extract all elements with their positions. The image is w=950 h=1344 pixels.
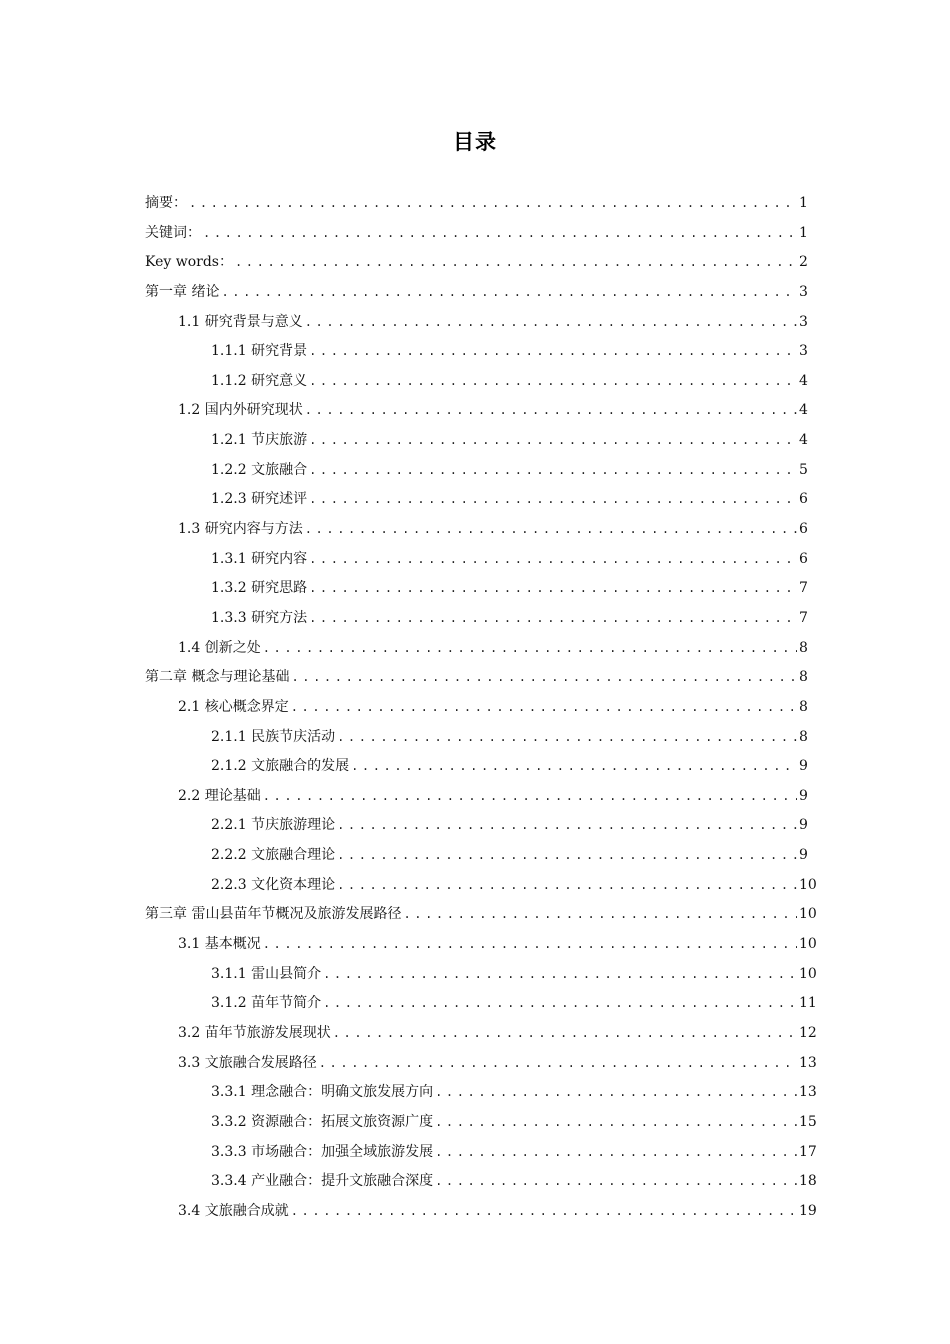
toc-entry-label: 1.1.2 研究意义 — [211, 372, 308, 389]
toc-entry-label: 第二章 概念与理论基础 — [145, 669, 290, 686]
table-of-contents — [145, 193, 817, 1230]
toc-entry[interactable] — [145, 904, 817, 934]
dot-leader — [305, 312, 797, 332]
toc-entry-label: 3.3.1 理念融合：明确文旅发展方向 — [211, 1084, 434, 1101]
dot-leader — [189, 193, 797, 213]
dot-leader — [263, 786, 797, 806]
toc-entry-page-number: 1 — [799, 195, 808, 211]
toc-entry-label: 3.1.2 苗年节简介 — [211, 995, 322, 1012]
toc-entry[interactable] — [145, 815, 807, 845]
toc-entry-label: 第一章 绪论 — [145, 283, 220, 300]
toc-entry-page-number: 10 — [799, 936, 817, 953]
toc-entry-page-number: 11 — [799, 995, 817, 1012]
toc-entry-page-number: 5 — [799, 461, 808, 478]
toc-entry[interactable] — [145, 1201, 817, 1231]
dot-leader — [291, 1201, 797, 1221]
toc-entry-label: 3.4 文旅融合成就 — [178, 1202, 289, 1219]
dot-leader — [435, 1112, 797, 1132]
dot-leader — [337, 845, 797, 865]
dot-leader — [305, 519, 797, 539]
dot-leader — [337, 875, 797, 895]
toc-entry[interactable] — [145, 638, 807, 668]
dot-leader — [309, 430, 797, 450]
toc-entry[interactable] — [145, 578, 807, 608]
toc-entry[interactable] — [145, 1053, 817, 1083]
toc-entry[interactable] — [145, 697, 807, 727]
dot-leader — [435, 1082, 797, 1102]
dot-leader — [291, 697, 797, 717]
toc-entry-page-number: 3 — [799, 343, 808, 360]
toc-entry-label: 2.2.1 节庆旅游理论 — [211, 817, 336, 834]
toc-entry-label: 2.1.2 文旅融合的发展 — [211, 758, 350, 775]
toc-entry[interactable] — [145, 756, 807, 786]
toc-entry-label: 3.2 苗年节旅游发展现状 — [178, 1024, 331, 1041]
toc-entry[interactable] — [145, 667, 807, 697]
toc-entry-page-number: 19 — [799, 1202, 817, 1219]
toc-entry[interactable] — [145, 786, 807, 816]
toc-entry-page-number: 6 — [799, 491, 808, 508]
toc-entry-page-number: 3 — [799, 283, 808, 300]
dot-leader — [435, 1142, 797, 1162]
toc-entry-label: 1.1.1 研究背景 — [211, 343, 308, 360]
toc-entry-page-number: 8 — [799, 669, 808, 686]
dot-leader — [309, 341, 797, 361]
toc-entry[interactable] — [145, 549, 807, 579]
toc-entry-label: 3.3.2 资源融合：拓展文旅资源广度 — [211, 1113, 434, 1130]
toc-entry[interactable] — [145, 993, 817, 1023]
toc-entry[interactable] — [145, 1171, 817, 1201]
toc-entry[interactable] — [145, 934, 817, 964]
toc-entry-label: 2.2.2 文旅融合理论 — [211, 847, 336, 864]
toc-entry-page-number: 12 — [799, 1024, 817, 1041]
toc-entry-label: 3.3.4 产业融合：提升文旅融合深度 — [211, 1173, 434, 1190]
dot-leader — [333, 1023, 797, 1043]
toc-entry-label: 3.1 基本概况 — [178, 936, 261, 953]
toc-entry-label: 1.2 国内外研究现状 — [178, 402, 303, 419]
toc-entry-page-number: 15 — [799, 1113, 817, 1130]
toc-entry-label: 关键词： — [145, 224, 201, 241]
toc-entry[interactable] — [145, 1142, 817, 1172]
toc-entry-page-number: 7 — [799, 580, 808, 597]
toc-entry-label: 1.4 创新之处 — [178, 639, 261, 656]
toc-entry-label: 1.3.1 研究内容 — [211, 550, 308, 567]
toc-entry[interactable] — [145, 312, 807, 342]
toc-entry[interactable] — [145, 1112, 817, 1142]
toc-entry-label: 2.1.1 民族节庆活动 — [211, 728, 336, 745]
toc-entry-page-number: 9 — [799, 758, 808, 775]
toc-entry-label: 1.2.3 研究述评 — [211, 491, 308, 508]
dot-leader — [337, 815, 797, 835]
toc-entry[interactable] — [145, 964, 817, 994]
dot-leader — [309, 549, 797, 569]
toc-entry-page-number: 18 — [799, 1173, 817, 1190]
toc-entry[interactable] — [145, 252, 807, 282]
dot-leader — [351, 756, 797, 776]
toc-entry-page-number: 3 — [799, 313, 808, 330]
toc-entry-page-number: 8 — [799, 698, 808, 715]
toc-entry-page-number: 6 — [799, 550, 808, 567]
toc-entry[interactable] — [145, 223, 807, 253]
toc-entry[interactable] — [145, 193, 807, 223]
dot-leader — [323, 964, 797, 984]
toc-entry[interactable] — [145, 460, 807, 490]
dot-leader — [309, 608, 797, 628]
toc-entry-label: 3.1.1 雷山县简介 — [211, 965, 322, 982]
toc-entry-label: 1.3.3 研究方法 — [211, 609, 308, 626]
dot-leader — [309, 489, 797, 509]
dot-leader — [309, 371, 797, 391]
toc-entry[interactable] — [145, 489, 807, 519]
toc-entry-label: 摘要： — [145, 195, 187, 211]
toc-entry[interactable] — [145, 1023, 817, 1053]
toc-entry[interactable] — [145, 282, 807, 312]
toc-entry[interactable] — [145, 727, 807, 757]
toc-entry-label: 2.1 核心概念界定 — [178, 698, 289, 715]
toc-entry-page-number: 10 — [799, 876, 817, 893]
dot-leader — [291, 667, 797, 687]
toc-entry-page-number: 4 — [799, 402, 808, 419]
dot-leader — [309, 460, 797, 480]
dot-leader — [221, 282, 797, 302]
toc-entry-page-number: 9 — [799, 847, 808, 864]
dot-leader — [263, 638, 797, 658]
toc-entry-label: 1.3.2 研究思路 — [211, 580, 308, 597]
toc-entry[interactable] — [145, 341, 807, 371]
toc-entry-page-number: 1 — [799, 224, 808, 241]
page-title: 目录 — [453, 130, 497, 154]
toc-entry-label: Key words： — [145, 254, 233, 271]
toc-entry-label: 2.2 理论基础 — [178, 787, 261, 804]
toc-entry-page-number: 8 — [799, 639, 808, 656]
toc-entry-label: 3.3.3 市场融合：加强全域旅游发展 — [211, 1143, 434, 1160]
toc-entry-label: 3.3 文旅融合发展路径 — [178, 1054, 317, 1071]
toc-entry[interactable] — [145, 371, 807, 401]
toc-entry-label: 1.1 研究背景与意义 — [178, 313, 303, 330]
toc-entry-page-number: 6 — [799, 521, 808, 538]
dot-leader — [323, 993, 797, 1013]
toc-entry[interactable] — [145, 430, 807, 460]
toc-entry-page-number: 9 — [799, 787, 808, 804]
toc-entry[interactable] — [145, 1082, 817, 1112]
toc-entry[interactable] — [145, 519, 807, 549]
toc-entry-page-number: 7 — [799, 609, 808, 626]
toc-entry-page-number: 17 — [799, 1143, 817, 1160]
toc-entry-page-number: 9 — [799, 817, 808, 834]
toc-entry[interactable] — [145, 875, 817, 905]
toc-entry-label: 2.2.3 文化资本理论 — [211, 876, 336, 893]
dot-leader — [319, 1053, 797, 1073]
toc-entry-page-number: 2 — [799, 254, 808, 271]
toc-entry-label: 1.2.1 节庆旅游 — [211, 432, 308, 449]
toc-entry[interactable] — [145, 400, 807, 430]
dot-leader — [337, 727, 797, 747]
toc-entry[interactable] — [145, 845, 807, 875]
toc-entry-label: 1.2.2 文旅融合 — [211, 461, 308, 478]
toc-entry-page-number: 13 — [799, 1084, 817, 1101]
dot-leader — [435, 1171, 797, 1191]
dot-leader — [309, 578, 797, 598]
toc-entry-page-number: 10 — [799, 965, 817, 982]
toc-entry-page-number: 4 — [799, 432, 808, 449]
toc-entry-page-number: 4 — [799, 372, 808, 389]
toc-entry-label: 1.3 研究内容与方法 — [178, 521, 303, 538]
toc-entry-label: 第三章 雷山县苗年节概况及旅游发展路径 — [145, 906, 402, 923]
dot-leader — [403, 904, 797, 924]
toc-entry-page-number: 10 — [799, 906, 817, 923]
toc-entry-page-number: 13 — [799, 1054, 817, 1071]
toc-entry-page-number: 8 — [799, 728, 808, 745]
toc-entry[interactable] — [145, 608, 807, 638]
dot-leader — [305, 400, 797, 420]
dot-leader — [203, 223, 797, 243]
dot-leader — [263, 934, 797, 954]
dot-leader — [235, 252, 797, 272]
